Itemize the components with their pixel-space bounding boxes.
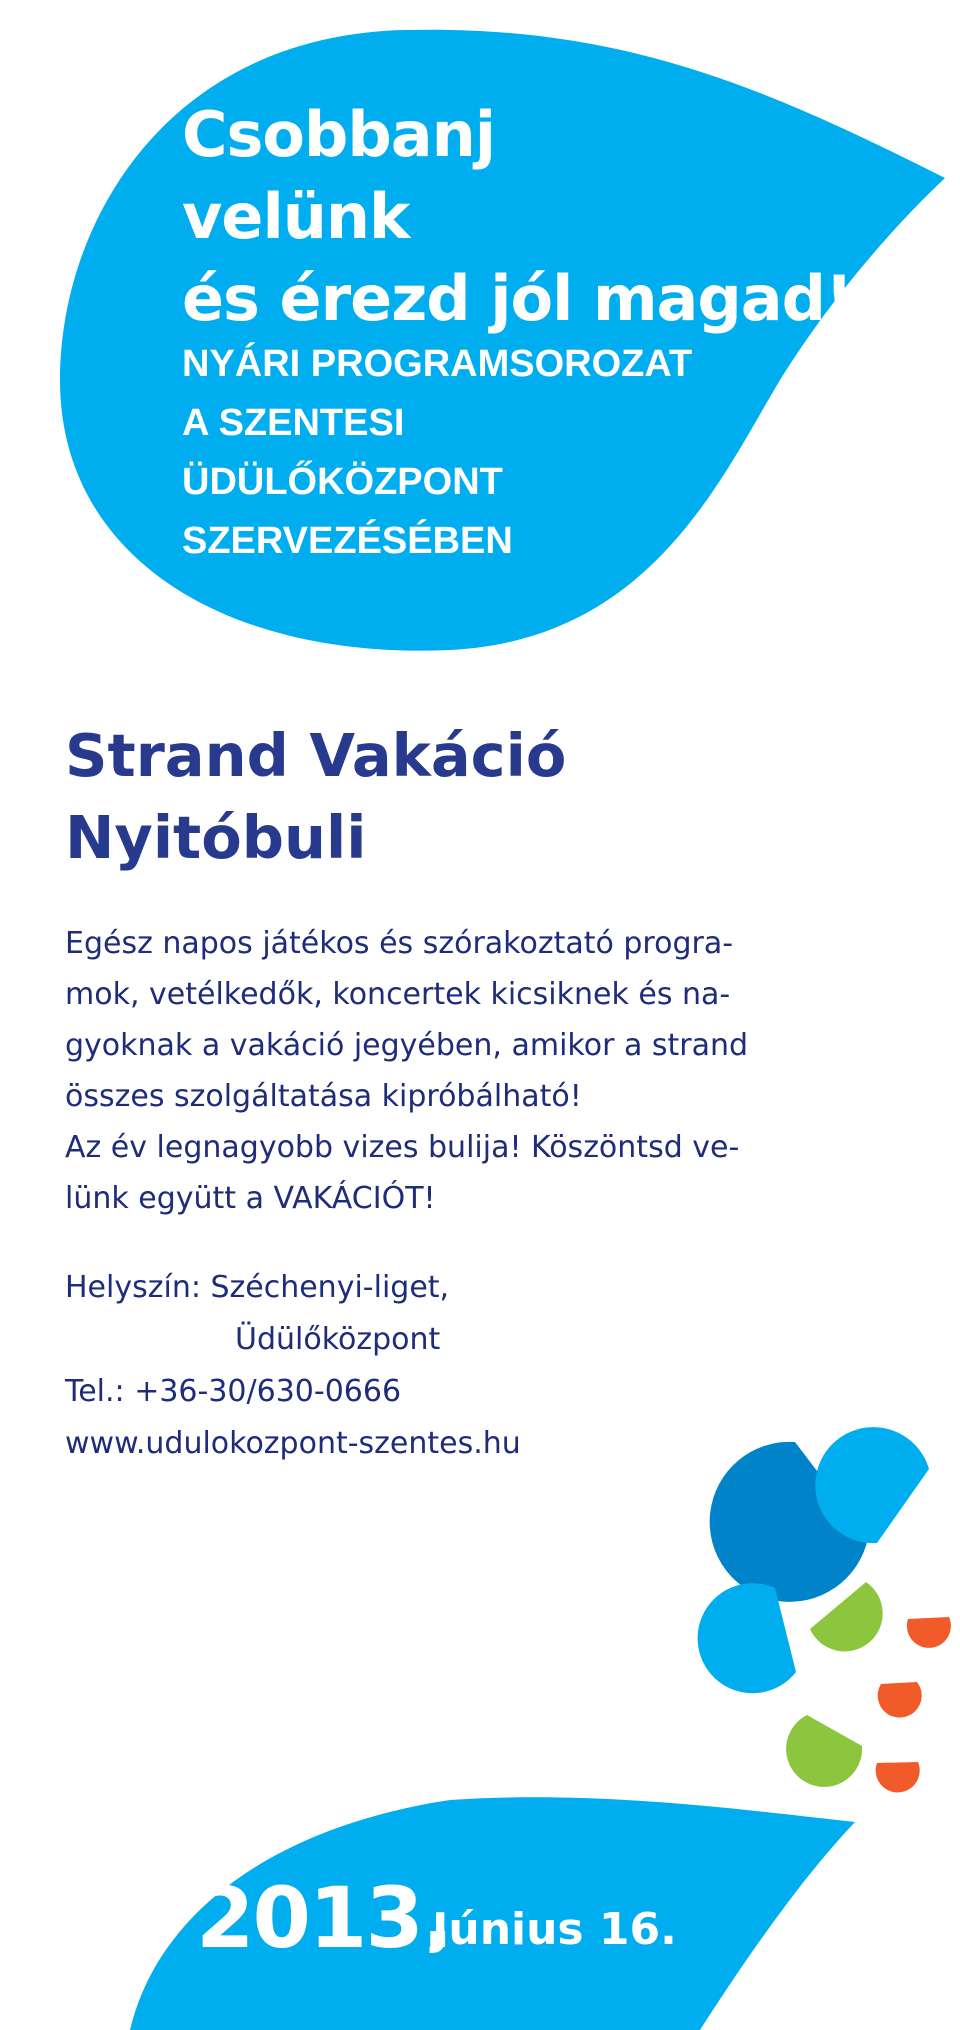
drop-orange-bottom-icon xyxy=(876,1762,920,1792)
description-line: mok, vetélkedők, koncertek kicsiknek és na- xyxy=(65,977,731,1012)
headline-line: Csobbanj xyxy=(182,98,495,171)
location-continued: Üdülőközpont xyxy=(235,1322,441,1357)
event-title xyxy=(65,715,566,879)
date-day: Június 16. xyxy=(432,1904,677,1955)
description-line: gyoknak a vakáció jegyében, amikor a strand xyxy=(65,1028,749,1063)
subheading-line: ÜDÜLŐKÖZPONT xyxy=(182,461,503,503)
description-line: Az év legnagyobb vizes bulija! Köszöntsd ve- xyxy=(65,1130,740,1165)
headline xyxy=(182,94,852,340)
event-description xyxy=(65,918,748,1224)
description-line: lünk együtt a VAKÁCIÓT! xyxy=(65,1181,436,1216)
event-title-line: Nyitóbuli xyxy=(65,803,367,872)
drop-cyan-large-icon xyxy=(815,1427,929,1543)
description-line: összes szolgáltatása kipróbálható! xyxy=(65,1079,582,1114)
drop-orange-right-icon xyxy=(907,1617,951,1648)
subheading-line: A SZENTESI xyxy=(182,402,405,444)
description-line: Egész napos játékos és szórakoztató progra- xyxy=(65,926,734,961)
location: Helyszín: Széchenyi-liget, xyxy=(65,1270,450,1305)
drop-orange-mid-icon xyxy=(878,1682,922,1718)
contact-info xyxy=(65,1262,521,1470)
subheading-line: SZERVEZÉSÉBEN xyxy=(182,520,513,562)
subheading xyxy=(182,335,692,571)
event-title-line: Strand Vakáció xyxy=(65,721,567,790)
headline-line: és érezd jól magad! xyxy=(182,262,853,335)
drop-green-lower-icon xyxy=(786,1715,862,1787)
headline-line: velünk xyxy=(182,180,410,253)
phone-number: Tel.: +36-30/630-0666 xyxy=(65,1374,402,1409)
website-link[interactable]: www.udulokozpont-szentes.hu xyxy=(65,1426,521,1461)
subheading-line: NYÁRI PROGRAMSOROZAT xyxy=(182,343,693,385)
date-year: 2013. xyxy=(196,1869,452,1967)
